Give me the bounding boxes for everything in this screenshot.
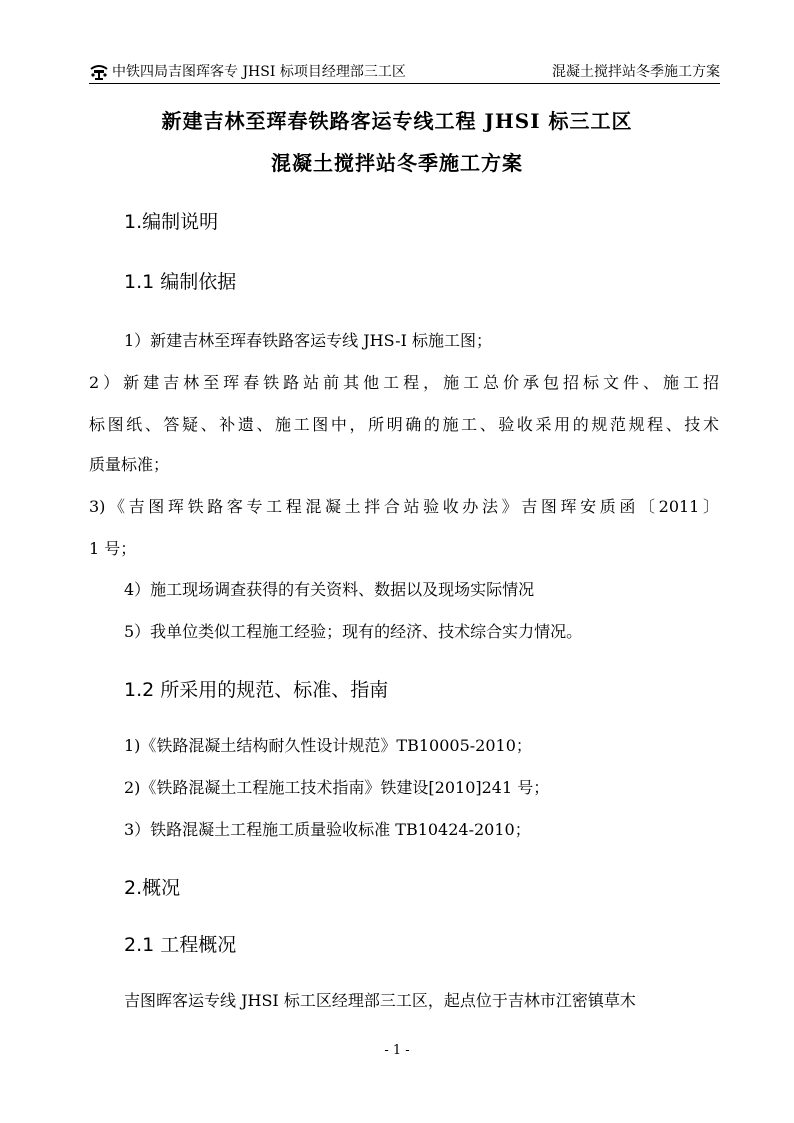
basis-item-3-line-2: 1 号； xyxy=(89,539,137,558)
section-1-1-heading: 1.1 编制依据 xyxy=(124,271,237,293)
basis-item-4: 4）施工现场调查获得的有关资料、数据以及现场实际情况 xyxy=(124,580,535,599)
basis-item-2-line-3: 质量标准； xyxy=(89,455,170,474)
section-2-1-heading: 2.1 工程概况 xyxy=(124,934,237,956)
document-title-line-1: 新建吉林至珲春铁路客运专线工程 JHSI 标三工区 xyxy=(161,109,633,133)
basis-item-5: 5）我单位类似工程施工经验；现有的经济、技术综合实力情况。 xyxy=(124,622,583,641)
basis-item-2-line-1: 2）新建吉林至珲春铁路站前其他工程，施工总价承包招标文件、施工招 xyxy=(89,373,719,392)
document-title-line-2: 混凝土搅拌站冬季施工方案 xyxy=(271,151,523,175)
basis-item-2-line-2: 标图纸、答疑、补遗、施工图中，所明确的施工、验收采用的规范规程、技术 xyxy=(89,415,719,434)
basis-item-3-line-1: 3)《吉图珲铁路客专工程混凝土拌合站验收办法》吉图珲安质函〔2011〕 xyxy=(89,497,719,516)
standard-item-2: 2)《铁路混凝土工程施工技术指南》铁建设[2010]241 号； xyxy=(124,778,550,797)
section-2-heading: 2.概况 xyxy=(124,877,181,899)
header-right-text: 混凝土搅拌站冬季施工方案 xyxy=(552,64,720,80)
section-1-heading: 1.编制说明 xyxy=(124,211,219,233)
page-header xyxy=(89,56,720,84)
standard-item-1: 1)《铁路混凝土结构耐久性设计规范》TB10005-2010； xyxy=(124,736,532,755)
header-left xyxy=(89,61,406,81)
basis-item-1: 1）新建吉林至珲春铁路客运专线 JHS-I 标施工图； xyxy=(124,331,492,350)
standard-item-3: 3）铁路混凝土工程施工质量验收标准 TB10424-2010； xyxy=(124,820,531,839)
header-left-text: 中铁四局吉图珲客专 JHSI 标项目经理部三工区 xyxy=(112,64,406,80)
china-railway-logo-icon xyxy=(89,63,109,80)
overview-text: 吉图晖客运专线 JHSI 标工区经理部三工区，起点位于吉林市江密镇草木 xyxy=(124,991,636,1010)
section-1-2-heading: 1.2 所采用的规范、标准、指南 xyxy=(124,679,389,701)
page-number: - 1 - xyxy=(384,1043,410,1058)
